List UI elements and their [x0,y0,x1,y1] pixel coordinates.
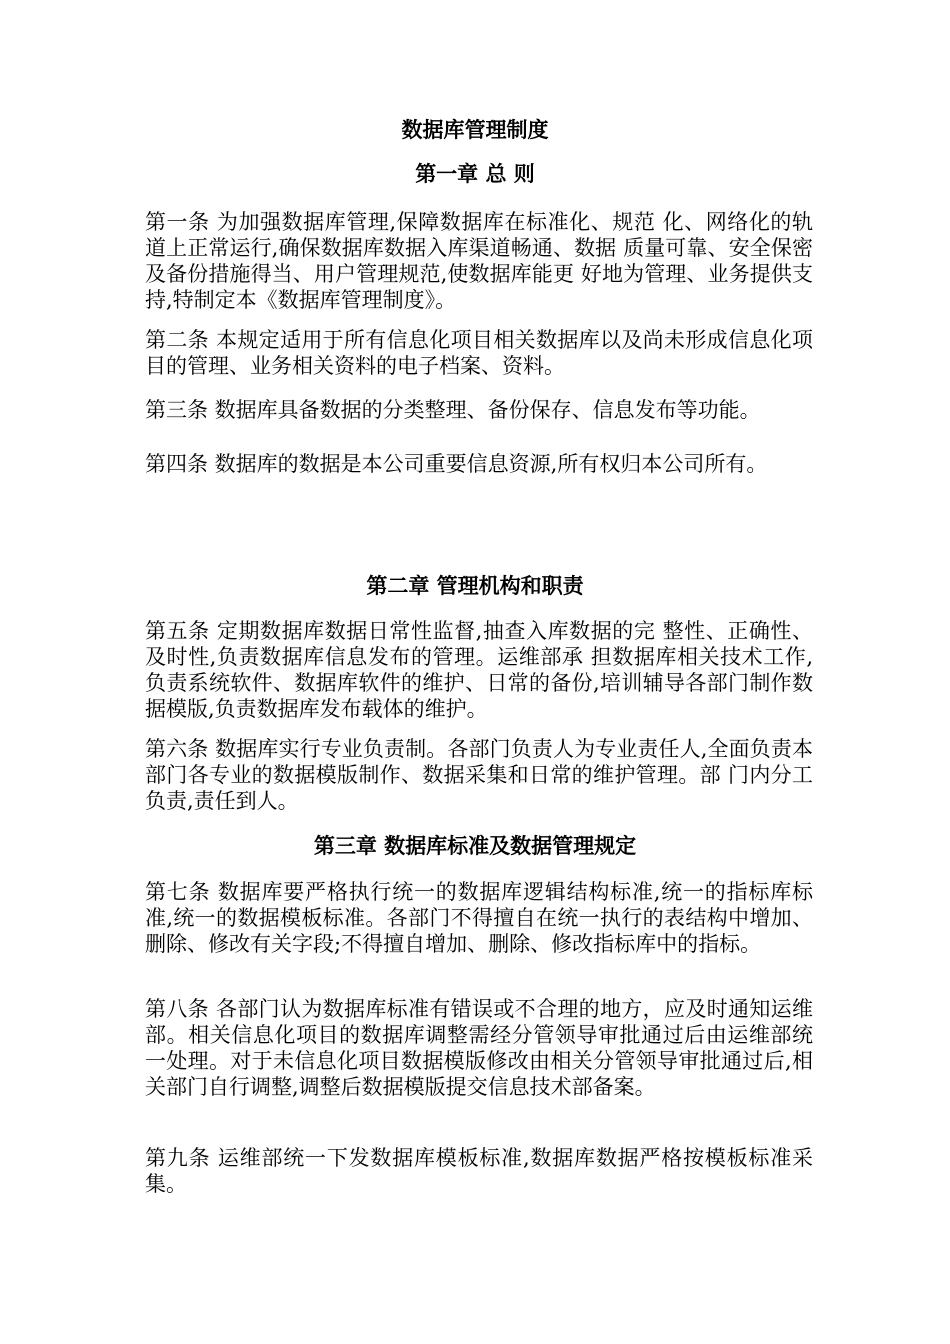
chapter-2-heading: 第二章 管理机构和职责 [366,573,584,598]
article-3: 第三条 数据库具备数据的分类整理、备份保存、信息发布等功能。 [145,398,761,422]
article-5: 第五条 定期数据库数据日常性监督,抽查入库数据的完 整性、正确性、及时性,负责数据库信息发布的管理。运维部承 担数据库相关技术工作,负责系统软件、数据库软件的维护、日常的备份,培训辅导各部门制作数据模版,负责数据库发布载体的维护。 [145,619,813,721]
article-4: 第四条 数据库的数据是本公司重要信息资源,所有权归本公司所有。 [145,452,768,476]
article-9: 第九条 运维部统一下发数据库模板标准,数据库数据严格按模板标准采集。 [145,1146,813,1196]
chapter-1-heading: 第一章 总 则 [415,161,535,186]
article-1: 第一条 为加强数据库管理,保障数据库在标准化、规范 化、网络化的轨道上正常运行,确保数据库数据入库渠道畅通、数据 质量可靠、安全保密及备份措施得当、用户管理规范,使数据库能更 好地为管理、业务提供支持,特制定本《数据库管理制度》。 [145,210,813,312]
document-title: 数据库管理制度 [401,117,549,142]
chapter-3-heading: 第三章 数据库标准及数据管理规定 [313,833,637,858]
article-6: 第六条 数据库实行专业负责制。各部门负责人为专业责任人,全面负责本部门各专业的数据模版制作、数据采集和日常的维护管理。部 门内分工负责,责任到人。 [145,737,813,813]
article-8: 第八条 各部门认为数据库标准有错误或不合理的地方，应及时通知运维部。相关信息化项目的数据库调整需经分管领导审批通过后由运维部统一处理。对于未信息化项目数据模版修改由相关分管领导审批通过后,相关部门自行调整,调整后数据模版提交信息技术部备案。 [145,997,813,1099]
article-2: 第二条 本规定适用于所有信息化项目相关数据库以及尚未形成信息化项目的管理、业务相关资料的电子档案、资料。 [145,328,813,378]
article-7: 第七条 数据库要严格执行统一的数据库逻辑结构标准,统一的指标库标准,统一的数据模板标准。各部门不得擅自在统一执行的表结构中增加、删除、修改有关字段;不得擅自增加、删除、修改指标库中的指标。 [145,880,813,956]
